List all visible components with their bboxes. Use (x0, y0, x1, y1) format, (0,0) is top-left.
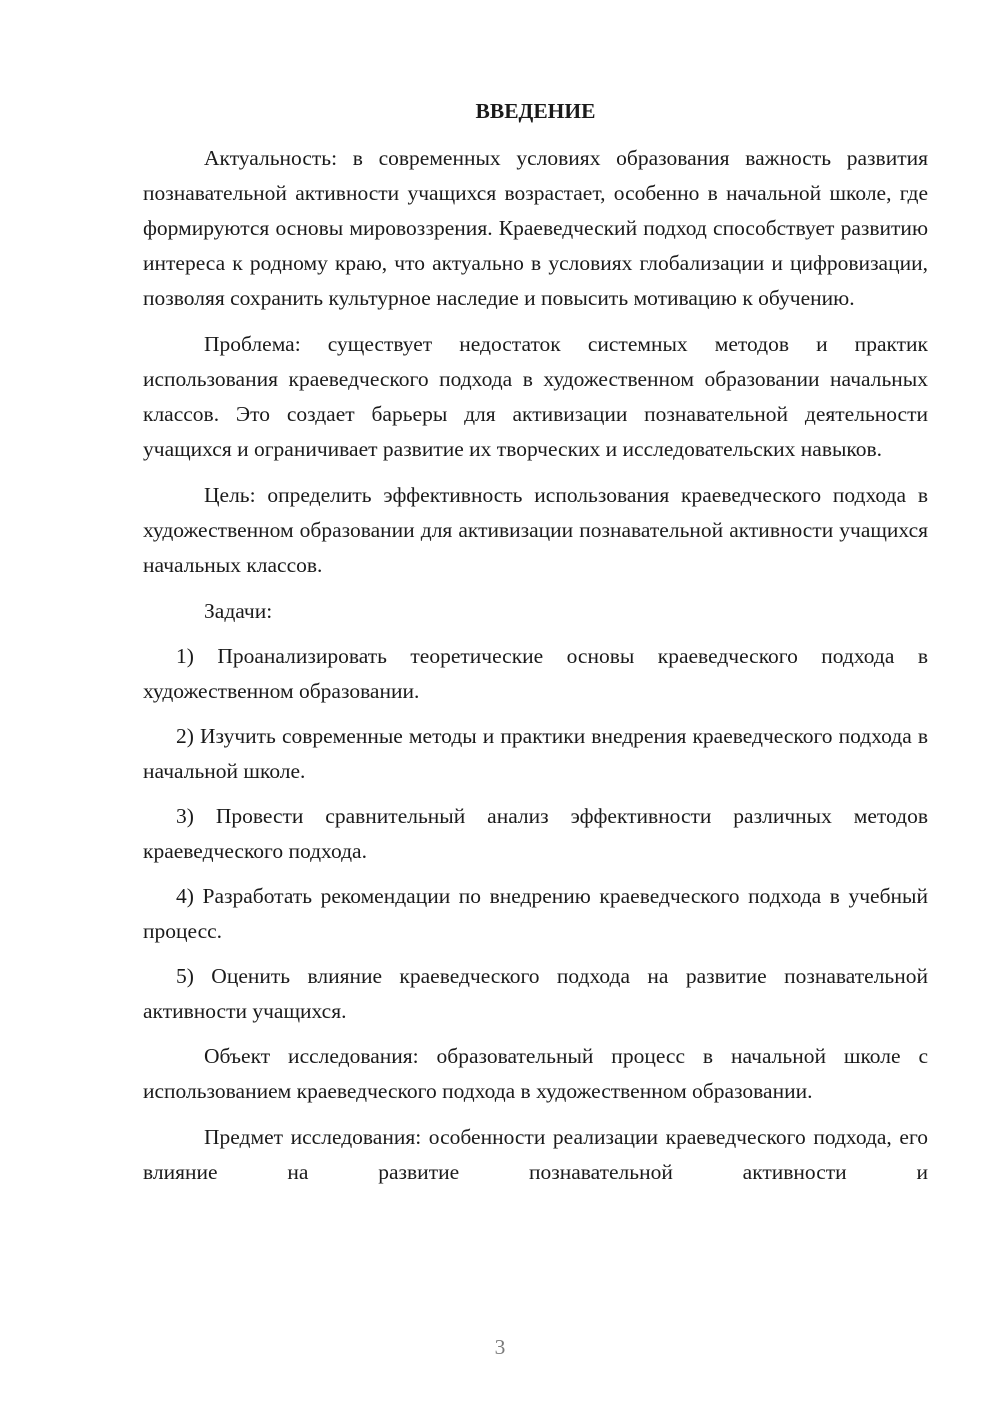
task-item: 3) Провести сравнительный анализ эффективности различных методов краеведческого подхода. (143, 804, 928, 863)
task-item: 5) Оценить влияние краеведческого подхода на развитие познавательной активности учащихся. (143, 964, 928, 1023)
problem-paragraph: Проблема: существует недостаток системных методов и практик использования краеведческого подхода в художественном образовании начальных классов. Это создает барьеры для активизации познавательной деятельности учащихся и ограничивает развитие их творческих и исследовательских навыков. (143, 332, 928, 461)
task-item: 1) Проанализировать теоретические основы краеведческого подхода в художественном образовании. (143, 644, 928, 703)
tasks-list (143, 639, 928, 1029)
section-title: ВВЕДЕНИЕ (475, 99, 596, 123)
subject-paragraph: Предмет исследования: особенности реализации краеведческого подхода, его влияние на развитие познавательной активности и (143, 1125, 928, 1184)
goal-paragraph: Цель: определить эффективность использования краеведческого подхода в художественном образовании для активизации познавательной активности учащихся начальных классов. (143, 483, 928, 577)
task-item: 2) Изучить современные методы и практики внедрения краеведческого подхода в начальной школе. (143, 724, 928, 783)
document-page (143, 94, 928, 1201)
tasks-heading: Задачи: (204, 599, 273, 623)
task-item: 4) Разработать рекомендации по внедрению краеведческого подхода в учебный процесс. (143, 884, 928, 943)
relevance-paragraph: Актуальность: в современных условиях образования важность развития познавательной активности учащихся возрастает, особенно в начальной школе, где формируются основы мировоззрения. Краеведческий подход способствует развитию интереса к родному краю, что актуально в условиях глобализации и цифровизации, позволяя сохранить культурное наследие и повысить мотивацию к обучению. (143, 146, 928, 310)
page-number: 3 (494, 1335, 506, 1359)
object-paragraph: Объект исследования: образовательный процесс в начальной школе с использованием краеведческого подхода в художественном образовании. (143, 1044, 928, 1103)
